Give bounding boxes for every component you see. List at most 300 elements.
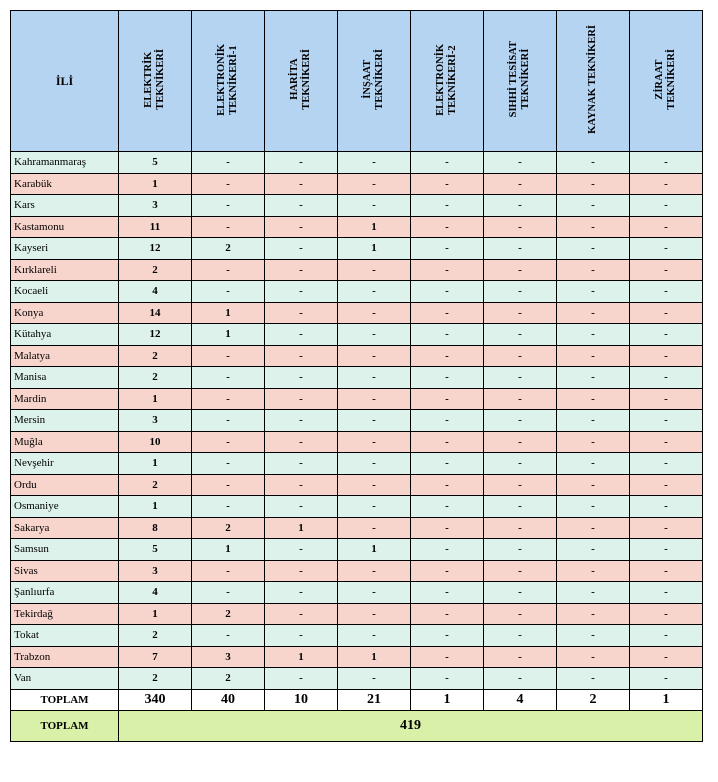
city-name: Sivas bbox=[11, 560, 119, 582]
cell-value: - bbox=[411, 539, 484, 561]
cell-value: - bbox=[265, 474, 338, 496]
cell-value: - bbox=[338, 302, 411, 324]
column-header-text bbox=[216, 44, 240, 116]
cell-value: - bbox=[484, 668, 557, 690]
column-header-line: ELEKTRONİK bbox=[216, 43, 227, 116]
cell-value: - bbox=[630, 238, 703, 260]
cell-value: - bbox=[630, 195, 703, 217]
column-header-line: TEKNİKERİ-1 bbox=[228, 44, 239, 115]
city-name: Şanlıurfa bbox=[11, 582, 119, 604]
table-footer bbox=[11, 689, 703, 741]
cell-value: - bbox=[265, 431, 338, 453]
city-name: Tokat bbox=[11, 625, 119, 647]
cell-value: - bbox=[557, 603, 630, 625]
table-row bbox=[11, 216, 703, 238]
cell-value: - bbox=[630, 173, 703, 195]
cell-value: 1 bbox=[338, 216, 411, 238]
cell-value: 1 bbox=[265, 517, 338, 539]
total-value: 21 bbox=[338, 689, 411, 710]
cell-value: 2 bbox=[192, 668, 265, 690]
cell-value: - bbox=[411, 238, 484, 260]
cell-value: - bbox=[338, 560, 411, 582]
cell-value: - bbox=[484, 496, 557, 518]
cell-value: - bbox=[192, 195, 265, 217]
header-row bbox=[11, 11, 703, 152]
column-header-line: SIHHİ TESİSAT bbox=[508, 41, 519, 118]
cell-value: - bbox=[484, 582, 557, 604]
column-header bbox=[192, 11, 265, 152]
cell-value: - bbox=[557, 173, 630, 195]
cell-value: - bbox=[411, 259, 484, 281]
total-value: 4 bbox=[484, 689, 557, 710]
cell-value: - bbox=[557, 281, 630, 303]
cell-value: - bbox=[557, 345, 630, 367]
grand-total-row bbox=[11, 710, 703, 741]
cell-value: - bbox=[557, 238, 630, 260]
cell-value: - bbox=[630, 152, 703, 174]
cell-value: - bbox=[265, 259, 338, 281]
column-header-line: ELEKTRONİK bbox=[435, 43, 446, 116]
cell-value: - bbox=[265, 560, 338, 582]
table-row bbox=[11, 324, 703, 346]
cell-value: - bbox=[192, 345, 265, 367]
cell-value: - bbox=[265, 603, 338, 625]
column-header bbox=[557, 11, 630, 152]
cell-value: - bbox=[265, 410, 338, 432]
cell-value: - bbox=[338, 259, 411, 281]
cell-value: - bbox=[265, 216, 338, 238]
column-header-line: ELEKTRİK bbox=[143, 51, 154, 108]
cell-value: - bbox=[265, 281, 338, 303]
cell-value: - bbox=[265, 173, 338, 195]
cell-value: - bbox=[411, 388, 484, 410]
table-row bbox=[11, 582, 703, 604]
cell-value: - bbox=[630, 388, 703, 410]
cell-value: - bbox=[411, 281, 484, 303]
cell-value: - bbox=[265, 238, 338, 260]
cell-value: - bbox=[265, 668, 338, 690]
city-name: Kütahya bbox=[11, 324, 119, 346]
total-value: 340 bbox=[119, 689, 192, 710]
cell-value: - bbox=[411, 324, 484, 346]
cell-value: - bbox=[265, 453, 338, 475]
cell-value: - bbox=[411, 517, 484, 539]
city-name: Ordu bbox=[11, 474, 119, 496]
cell-value: 2 bbox=[192, 238, 265, 260]
cell-value: 1 bbox=[338, 238, 411, 260]
cell-value: 4 bbox=[119, 281, 192, 303]
city-name: Kahramanmaraş bbox=[11, 152, 119, 174]
table-row bbox=[11, 453, 703, 475]
cell-value: 3 bbox=[119, 560, 192, 582]
cell-value: 1 bbox=[119, 603, 192, 625]
cell-value: - bbox=[484, 388, 557, 410]
cell-value: 12 bbox=[119, 238, 192, 260]
cell-value: - bbox=[411, 474, 484, 496]
cell-value: - bbox=[338, 496, 411, 518]
column-header-text bbox=[435, 44, 459, 116]
city-name: Muğla bbox=[11, 431, 119, 453]
table-row bbox=[11, 496, 703, 518]
cell-value: 1 bbox=[119, 173, 192, 195]
column-header-line: TEKNİKERİ bbox=[520, 49, 531, 110]
table-row bbox=[11, 281, 703, 303]
cell-value: - bbox=[338, 603, 411, 625]
cell-value: - bbox=[411, 367, 484, 389]
table-row bbox=[11, 431, 703, 453]
cell-value: - bbox=[338, 453, 411, 475]
cell-value: - bbox=[630, 474, 703, 496]
column-header bbox=[411, 11, 484, 152]
cell-value: - bbox=[192, 216, 265, 238]
table-row bbox=[11, 388, 703, 410]
cell-value: - bbox=[630, 625, 703, 647]
cell-value: - bbox=[411, 302, 484, 324]
grand-total-value: 419 bbox=[119, 710, 703, 741]
cell-value: - bbox=[630, 539, 703, 561]
cell-value: - bbox=[192, 259, 265, 281]
column-header-line: İNŞAAT bbox=[362, 60, 373, 99]
table-row bbox=[11, 367, 703, 389]
cell-value: - bbox=[411, 625, 484, 647]
cell-value: - bbox=[557, 625, 630, 647]
city-name: Kastamonu bbox=[11, 216, 119, 238]
city-name: Kayseri bbox=[11, 238, 119, 260]
cell-value: - bbox=[630, 582, 703, 604]
city-name: Van bbox=[11, 668, 119, 690]
total-value: 2 bbox=[557, 689, 630, 710]
column-header-line: HARİTA bbox=[289, 58, 300, 101]
table-body bbox=[11, 152, 703, 690]
cell-value: 4 bbox=[119, 582, 192, 604]
table-row bbox=[11, 238, 703, 260]
column-header-text bbox=[143, 49, 167, 110]
cell-value: 1 bbox=[192, 302, 265, 324]
cell-value: - bbox=[630, 259, 703, 281]
city-name: Konya bbox=[11, 302, 119, 324]
cell-value: - bbox=[484, 474, 557, 496]
cell-value: - bbox=[557, 646, 630, 668]
cell-value: - bbox=[630, 668, 703, 690]
cell-value: - bbox=[192, 474, 265, 496]
cell-value: - bbox=[484, 410, 557, 432]
column-header-line: TEKNİKERİ bbox=[301, 49, 312, 110]
cell-value: - bbox=[338, 625, 411, 647]
cell-value: - bbox=[557, 582, 630, 604]
table-row bbox=[11, 539, 703, 561]
cell-value: - bbox=[557, 560, 630, 582]
column-header-line: ZİRAAT bbox=[654, 59, 665, 100]
city-name: Mersin bbox=[11, 410, 119, 432]
cell-value: 1 bbox=[192, 539, 265, 561]
cell-value: - bbox=[338, 345, 411, 367]
cell-value: - bbox=[265, 582, 338, 604]
cell-value: - bbox=[411, 216, 484, 238]
cell-value: - bbox=[630, 216, 703, 238]
cell-value: 2 bbox=[192, 517, 265, 539]
table-row bbox=[11, 646, 703, 668]
cell-value: - bbox=[557, 539, 630, 561]
cell-value: - bbox=[192, 410, 265, 432]
cell-value: - bbox=[484, 195, 557, 217]
cell-value: - bbox=[411, 582, 484, 604]
cell-value: 2 bbox=[192, 603, 265, 625]
cell-value: - bbox=[630, 517, 703, 539]
cell-value: - bbox=[265, 388, 338, 410]
cell-value: 1 bbox=[119, 453, 192, 475]
cell-value: - bbox=[630, 302, 703, 324]
cell-value: 7 bbox=[119, 646, 192, 668]
cell-value: - bbox=[484, 431, 557, 453]
cell-value: 1 bbox=[119, 388, 192, 410]
column-header-line: TEKNİKERİ bbox=[155, 49, 166, 110]
city-name: Malatya bbox=[11, 345, 119, 367]
city-name: Manisa bbox=[11, 367, 119, 389]
city-name: Kırklareli bbox=[11, 259, 119, 281]
cell-value: 10 bbox=[119, 431, 192, 453]
cell-value: 3 bbox=[119, 195, 192, 217]
cell-value: - bbox=[557, 367, 630, 389]
cell-value: - bbox=[192, 431, 265, 453]
cell-value: - bbox=[557, 324, 630, 346]
table-row bbox=[11, 173, 703, 195]
cell-value: - bbox=[411, 345, 484, 367]
column-header-text bbox=[587, 25, 599, 134]
column-header bbox=[119, 11, 192, 152]
city-name: Kocaeli bbox=[11, 281, 119, 303]
cell-value: - bbox=[484, 324, 557, 346]
total-value: 10 bbox=[265, 689, 338, 710]
column-header bbox=[338, 11, 411, 152]
table-row bbox=[11, 410, 703, 432]
cell-value: - bbox=[557, 152, 630, 174]
cell-value: 2 bbox=[119, 367, 192, 389]
cell-value: - bbox=[557, 668, 630, 690]
cell-value: - bbox=[630, 431, 703, 453]
cell-value: - bbox=[630, 367, 703, 389]
column-header-line: TEKNİKERİ bbox=[374, 49, 385, 110]
cell-value: 1 bbox=[338, 539, 411, 561]
cell-value: - bbox=[411, 195, 484, 217]
cell-value: - bbox=[630, 603, 703, 625]
cell-value: 2 bbox=[119, 259, 192, 281]
cell-value: - bbox=[192, 625, 265, 647]
cell-value: - bbox=[557, 453, 630, 475]
cell-value: - bbox=[557, 496, 630, 518]
city-name: Nevşehir bbox=[11, 453, 119, 475]
cell-value: - bbox=[338, 474, 411, 496]
cell-value: - bbox=[484, 302, 557, 324]
cell-value: 11 bbox=[119, 216, 192, 238]
table-row bbox=[11, 152, 703, 174]
cell-value: - bbox=[265, 195, 338, 217]
cell-value: - bbox=[411, 453, 484, 475]
cell-value: - bbox=[630, 453, 703, 475]
column-header-text bbox=[654, 49, 678, 110]
cell-value: - bbox=[484, 517, 557, 539]
cell-value: - bbox=[192, 367, 265, 389]
cell-value: - bbox=[192, 152, 265, 174]
cell-value: - bbox=[557, 474, 630, 496]
cell-value: - bbox=[192, 388, 265, 410]
cell-value: - bbox=[484, 173, 557, 195]
column-header bbox=[265, 11, 338, 152]
technician-distribution-table bbox=[10, 10, 703, 742]
cell-value: - bbox=[484, 152, 557, 174]
cell-value: - bbox=[411, 431, 484, 453]
column-header-line: KAYNAK TEKNİKERİ bbox=[587, 25, 598, 134]
cell-value: - bbox=[484, 345, 557, 367]
cell-value: 5 bbox=[119, 152, 192, 174]
cell-value: - bbox=[630, 345, 703, 367]
cell-value: - bbox=[338, 152, 411, 174]
cell-value: - bbox=[338, 324, 411, 346]
cell-value: - bbox=[484, 238, 557, 260]
cell-value: - bbox=[338, 367, 411, 389]
cell-value: - bbox=[338, 410, 411, 432]
table-row bbox=[11, 474, 703, 496]
table-row bbox=[11, 345, 703, 367]
cell-value: - bbox=[411, 410, 484, 432]
cell-value: - bbox=[192, 560, 265, 582]
cell-value: 1 bbox=[192, 324, 265, 346]
grand-total-label: TOPLAM bbox=[11, 710, 119, 741]
column-header bbox=[484, 11, 557, 152]
cell-value: 3 bbox=[192, 646, 265, 668]
city-name: Karabük bbox=[11, 173, 119, 195]
column-header bbox=[630, 11, 703, 152]
cell-value: 14 bbox=[119, 302, 192, 324]
cell-value: - bbox=[411, 152, 484, 174]
cell-value: - bbox=[557, 410, 630, 432]
column-header-line: TEKNİKERİ bbox=[666, 49, 677, 110]
cell-value: - bbox=[192, 453, 265, 475]
cell-value: - bbox=[484, 367, 557, 389]
table-row bbox=[11, 259, 703, 281]
cell-value: - bbox=[484, 281, 557, 303]
cell-value: - bbox=[338, 668, 411, 690]
cell-value: - bbox=[338, 517, 411, 539]
total-value: 1 bbox=[630, 689, 703, 710]
column-header-text bbox=[508, 41, 532, 117]
cell-value: 5 bbox=[119, 539, 192, 561]
cell-value: - bbox=[630, 496, 703, 518]
cell-value: - bbox=[630, 324, 703, 346]
city-name: Osmaniye bbox=[11, 496, 119, 518]
cell-value: - bbox=[338, 195, 411, 217]
city-name: Samsun bbox=[11, 539, 119, 561]
cell-value: - bbox=[484, 625, 557, 647]
cell-value: - bbox=[411, 668, 484, 690]
cell-value: - bbox=[557, 216, 630, 238]
cell-value: - bbox=[338, 281, 411, 303]
cell-value: - bbox=[484, 603, 557, 625]
cell-value: - bbox=[338, 173, 411, 195]
cell-value: - bbox=[265, 324, 338, 346]
cell-value: - bbox=[411, 603, 484, 625]
city-name: Trabzon bbox=[11, 646, 119, 668]
cell-value: 2 bbox=[119, 474, 192, 496]
cell-value: - bbox=[265, 345, 338, 367]
cell-value: 2 bbox=[119, 625, 192, 647]
cell-value: - bbox=[265, 152, 338, 174]
column-header-text bbox=[289, 49, 313, 110]
cell-value: - bbox=[192, 496, 265, 518]
cell-value: - bbox=[557, 195, 630, 217]
column-header-line: TEKNİKERİ-2 bbox=[447, 44, 458, 115]
table-row bbox=[11, 517, 703, 539]
cell-value: - bbox=[265, 367, 338, 389]
cell-value: - bbox=[557, 431, 630, 453]
table-row bbox=[11, 560, 703, 582]
cell-value: - bbox=[411, 496, 484, 518]
total-value: 40 bbox=[192, 689, 265, 710]
column-header-text bbox=[362, 49, 386, 110]
header-il: İLİ bbox=[11, 11, 119, 152]
cell-value: - bbox=[557, 517, 630, 539]
cell-value: - bbox=[265, 302, 338, 324]
total-row bbox=[11, 689, 703, 710]
cell-value: - bbox=[484, 259, 557, 281]
table-row bbox=[11, 603, 703, 625]
cell-value: - bbox=[557, 388, 630, 410]
cell-value: - bbox=[338, 431, 411, 453]
cell-value: 8 bbox=[119, 517, 192, 539]
cell-value: - bbox=[192, 281, 265, 303]
cell-value: 2 bbox=[119, 668, 192, 690]
cell-value: - bbox=[338, 582, 411, 604]
table-row bbox=[11, 625, 703, 647]
city-name: Mardin bbox=[11, 388, 119, 410]
cell-value: - bbox=[338, 388, 411, 410]
cell-value: - bbox=[411, 173, 484, 195]
cell-value: 1 bbox=[265, 646, 338, 668]
cell-value: - bbox=[265, 496, 338, 518]
cell-value: - bbox=[630, 281, 703, 303]
cell-value: 1 bbox=[119, 496, 192, 518]
cell-value: 1 bbox=[338, 646, 411, 668]
total-label: TOPLAM bbox=[11, 689, 119, 710]
cell-value: - bbox=[411, 646, 484, 668]
cell-value: - bbox=[630, 560, 703, 582]
cell-value: - bbox=[484, 216, 557, 238]
cell-value: - bbox=[484, 453, 557, 475]
table-row bbox=[11, 668, 703, 690]
cell-value: - bbox=[192, 173, 265, 195]
cell-value: 3 bbox=[119, 410, 192, 432]
cell-value: - bbox=[484, 646, 557, 668]
city-name: Tekirdağ bbox=[11, 603, 119, 625]
cell-value: - bbox=[265, 539, 338, 561]
cell-value: - bbox=[557, 259, 630, 281]
cell-value: - bbox=[411, 560, 484, 582]
cell-value: - bbox=[192, 582, 265, 604]
city-name: Sakarya bbox=[11, 517, 119, 539]
table-row bbox=[11, 195, 703, 217]
cell-value: - bbox=[484, 560, 557, 582]
cell-value: 12 bbox=[119, 324, 192, 346]
city-name: Kars bbox=[11, 195, 119, 217]
cell-value: - bbox=[630, 646, 703, 668]
cell-value: - bbox=[265, 625, 338, 647]
table-wrapper bbox=[10, 10, 703, 742]
table-row bbox=[11, 302, 703, 324]
cell-value: - bbox=[557, 302, 630, 324]
cell-value: - bbox=[630, 410, 703, 432]
cell-value: 2 bbox=[119, 345, 192, 367]
total-value: 1 bbox=[411, 689, 484, 710]
cell-value: - bbox=[484, 539, 557, 561]
